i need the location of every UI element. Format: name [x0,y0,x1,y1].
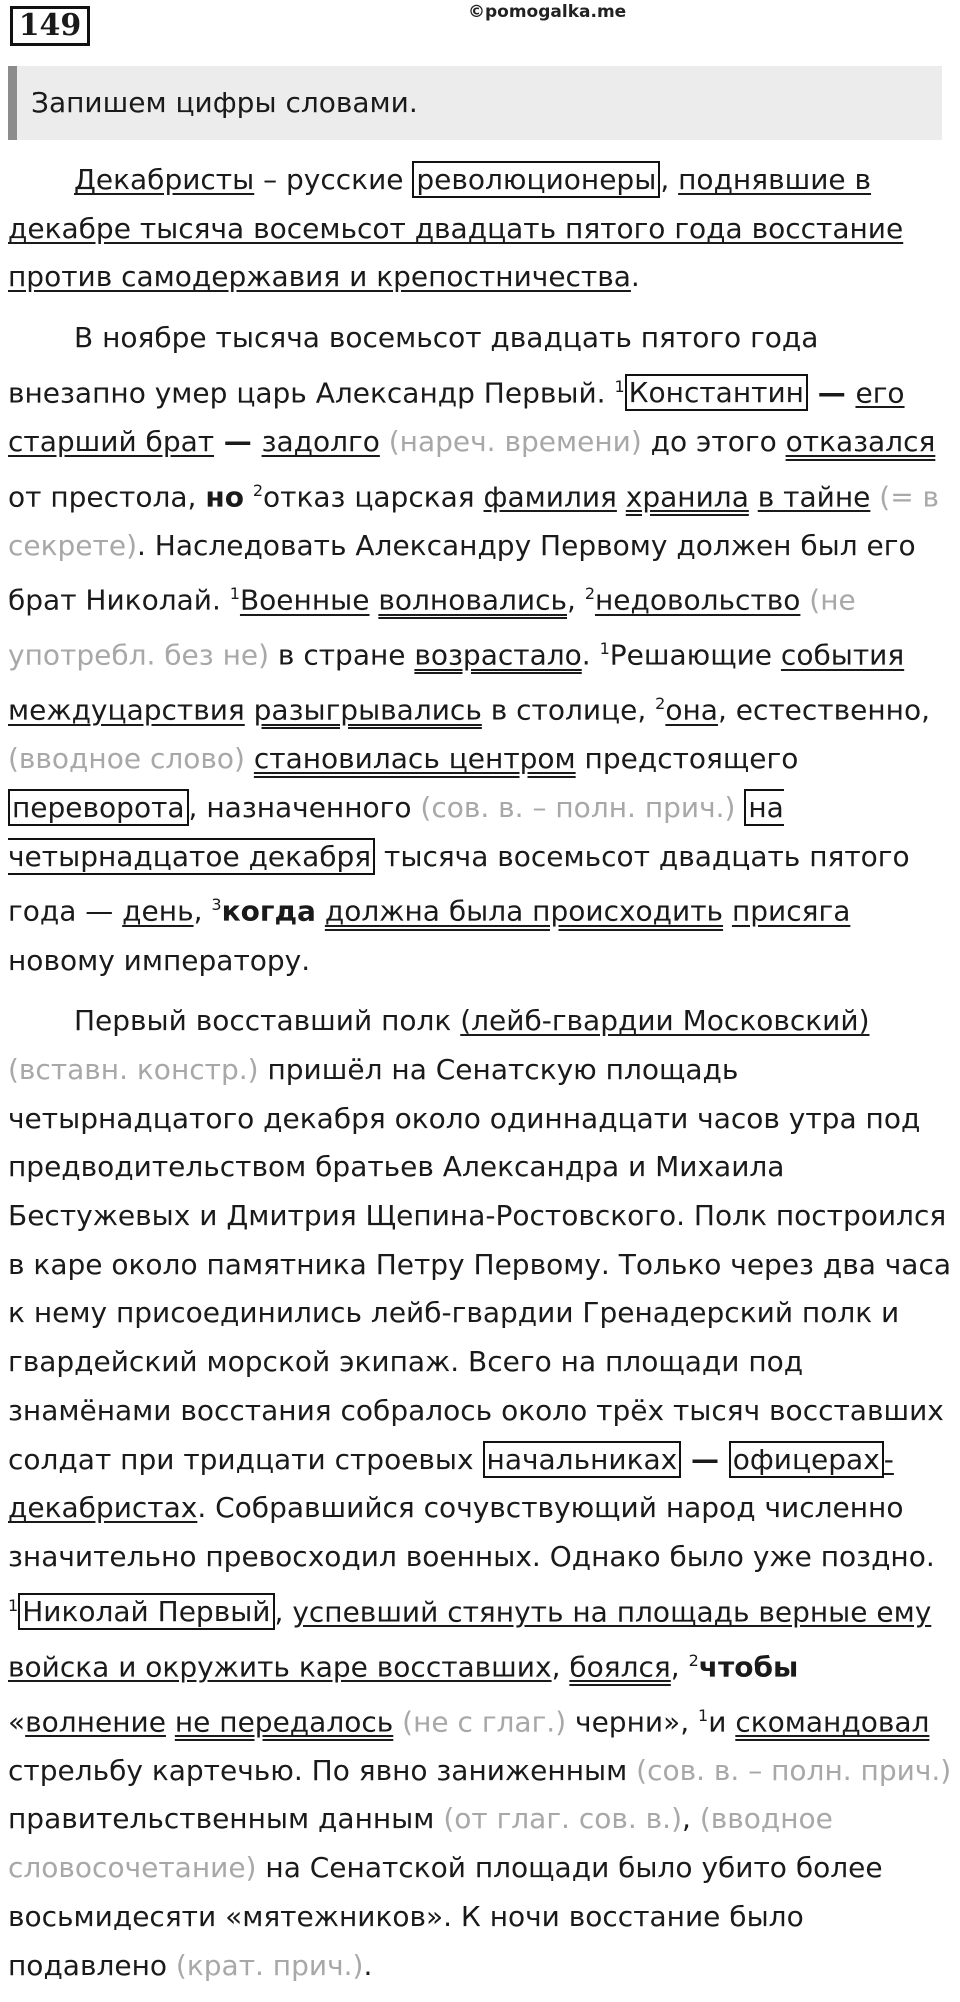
superscript-number: 1 [698,1705,709,1725]
underlined-word: фамилия [483,479,617,513]
boxed-word: на четырнадцатое декабря [8,791,784,873]
text-run [245,742,254,775]
bold-word: — [681,1442,729,1476]
superscript-number: 1 [614,376,625,396]
superscript-number: 2 [252,480,264,500]
bold-word: чтобы [698,1650,799,1684]
superscript-number: 2 [584,584,595,604]
text-run: черни», [566,1705,699,1739]
text-run: , [274,1594,293,1628]
gray-note: (нареч. времени) [379,424,642,458]
text-run: новому императору. [8,943,311,977]
text-run [617,480,626,513]
underlined-word: его старший брат [8,376,905,458]
text-body [8,156,952,2002]
bold-word: но [205,479,244,513]
text-run: тысяча восемьсот двадцать пятого года — [8,839,910,928]
superscript-number: 1 [8,1595,19,1615]
site-watermark: ©pomogalka.me [468,2,627,22]
boxed-word: Константин [625,374,808,411]
underlined-word: (лейб-гвардии Московский) [460,1004,870,1038]
underlined-word: междуцарствия [8,693,245,727]
gray-note: (сов. в. – полн. прич.) [636,1753,952,1787]
text-run: пришёл на Сенатскую площадь четырнадцатого декабря около одиннадцати часов утра под предводительством братьев Александра и Михаила Бестужевых и Дмитрия Щепина-Ростовского. Полк построился в каре около памятника Петру Первому. Только через два часа к нему присоединились лейб-гвардии Гренадерский полк и гвардейский морской экипаж. Всего на площади под знамёнами восстания собралось около трёх тысяч восставших солдат при тридцати строевых [8,1052,952,1476]
predicate-word: скомандовал [735,1705,930,1739]
superscript-number: 2 [688,1650,699,1670]
underlined-word: присяга [731,894,851,928]
predicate-word: разыгрывались [253,693,482,727]
predicate-word: не передалось [174,1705,394,1739]
text-run: . Собравшийся сочувствующий народ численно значительно превосходил военных. Однако было уже поздно. [8,1491,935,1573]
text-run: . [363,1948,373,1982]
predicate-word: возрастало [414,638,582,672]
text-run: , [567,583,585,617]
underlined-word: задолго [261,424,380,458]
gray-note: (вводное слово) [8,742,245,776]
text-run: – русские [254,163,413,196]
bold-word: — [214,424,262,458]
boxed-word: начальниках [483,1441,682,1478]
gray-note: (крат. прич.) [175,1948,364,1982]
text-run [749,480,758,513]
text-run: Решающие [609,638,781,672]
text-run: от престола, [8,479,206,513]
text-run: отказ царская [263,479,484,513]
exercise-number: 149 [10,6,90,46]
paragraph [8,314,952,985]
bold-word: — [807,376,856,410]
gray-note: (от глаг. сов. в.) [443,1802,683,1836]
paragraph [8,156,952,302]
boxed-word: революционеры [412,161,660,198]
gray-note: (не с глаг.) [393,1705,567,1739]
text-run: предстоящего [575,742,799,776]
task-text: Запишем цифры словами. [31,86,418,119]
text-run [723,895,732,928]
predicate-word: отказался [785,424,936,458]
predicate-word: должна была происходить [324,894,724,928]
underlined-word: она [665,693,718,727]
text-run: , естественно, [717,693,930,727]
paragraph [8,997,952,1990]
underlined-word: недовольство [595,583,801,617]
gray-note: (вводное словосочетание) [8,1802,833,1885]
text-run: , [660,163,679,196]
superscript-number: 1 [229,584,240,604]
text-run: . Наследовать Александру Первому должен был его брат Николай. [8,528,916,617]
text-run: до этого [641,424,786,458]
text-run: « [8,1705,26,1739]
predicate-word: боялся [569,1650,671,1684]
text-run: на Сенатской площади было убито более восьмидесяти «мятежников». К ночи восстание было подавлено [8,1851,883,1982]
gray-note: (вставн. констр.) [8,1052,259,1086]
underlined-word: Декабристы [74,163,255,196]
underlined-word: -декабристах [8,1442,894,1525]
boxed-word: переворота [8,789,189,826]
superscript-number: 1 [599,639,610,659]
underlined-word: успевший стянуть на площадь верные ему войска и окружить каре восставших [8,1594,932,1684]
underlined-word: события [780,638,905,672]
text-run: В ноябре тысяча восемьсот двадцать пятого года внезапно умер царь Александр Первый. [8,321,819,410]
underlined-word: волнение [25,1705,166,1739]
boxed-word: Николай Первый [18,1593,274,1630]
text-run [316,895,325,928]
text-run: , [670,1650,689,1684]
predicate-word: хранила [625,479,749,513]
text-run: , [193,894,212,928]
text-run [166,1705,175,1738]
underlined-word: в тайне [757,479,871,513]
bold-word: когда [221,894,316,928]
text-run: правительственным данным [8,1802,444,1836]
gray-note: (= в секрете) [8,479,940,562]
text-run: стрельбу картечью. По явно заниженным [8,1753,637,1787]
predicate-word: волновались [378,583,567,617]
text-run: и [708,1705,736,1739]
underlined-word: поднявшие в декабре тысяча восемьсот двадцать пятого года восстание против самодержавия и крепостничества [8,163,904,294]
superscript-number: 2 [655,694,666,714]
predicate-word: становилась центром [253,742,576,776]
underlined-word: день [122,894,194,928]
gray-note: (сов. в. – полн. прич.) [420,791,736,825]
gray-note: (не употребл. без не) [8,583,856,672]
text-run [245,694,254,727]
text-run: в столице, [481,693,656,727]
text-run: , [551,1650,570,1684]
text-run: в стране [269,638,415,672]
boxed-word: офицерах [729,1441,884,1478]
text-run: , назначенного [188,791,421,825]
text-run: . [630,260,640,294]
text-run: . [581,638,600,672]
task-banner [8,66,942,140]
underlined-word: Военные [239,583,370,617]
text-run: , [682,1802,700,1836]
text-run [244,480,253,513]
text-run: Первый восставший полк [74,1004,461,1038]
superscript-number: 3 [211,895,222,915]
